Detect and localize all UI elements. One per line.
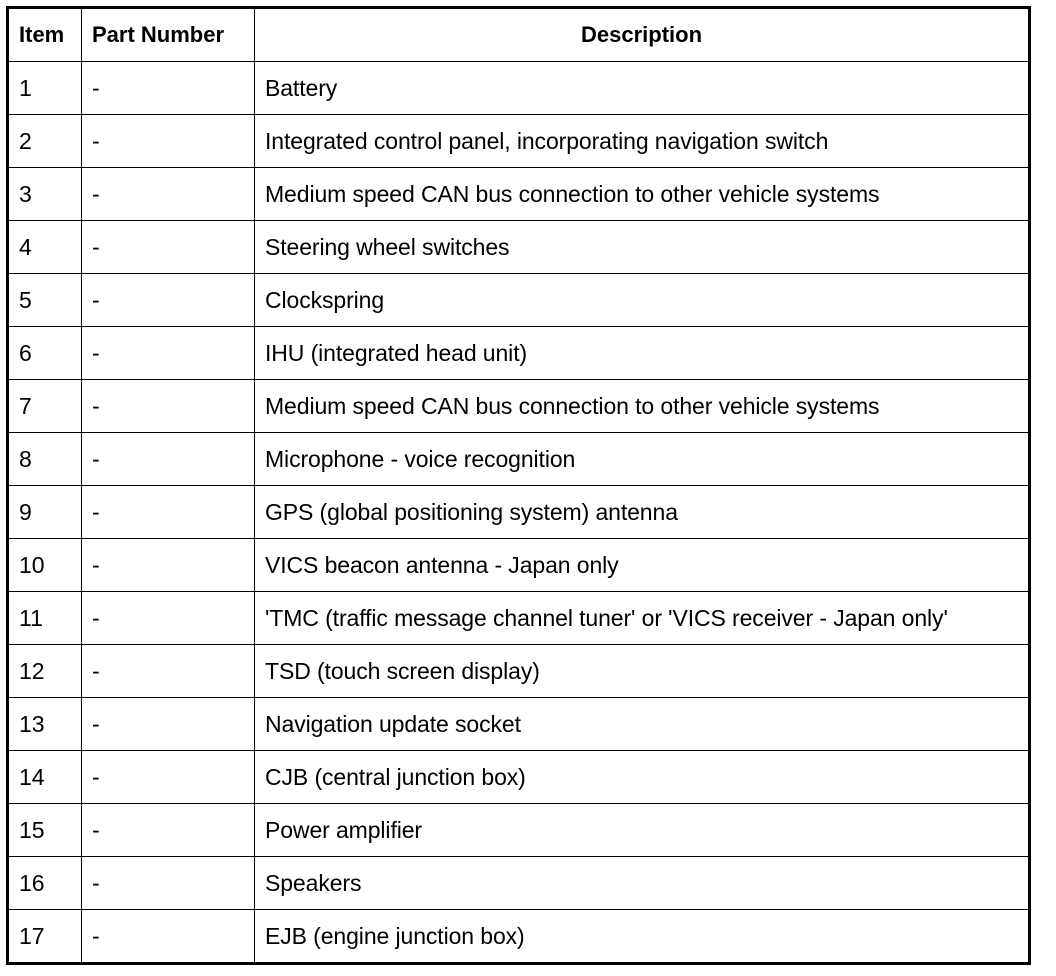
cell-part-number: -	[82, 698, 255, 751]
cell-part-number: -	[82, 751, 255, 804]
cell-part-number: -	[82, 221, 255, 274]
cell-part-number: -	[82, 62, 255, 115]
cell-description: 'TMC (traffic message channel tuner' or 'VICS receiver - Japan only'	[255, 592, 1030, 645]
header-part-number: Part Number	[82, 8, 255, 62]
cell-description: Navigation update socket	[255, 698, 1030, 751]
cell-item: 12	[8, 645, 82, 698]
cell-part-number: -	[82, 539, 255, 592]
table-header	[8, 8, 1030, 62]
table-row	[8, 115, 1030, 168]
cell-description: GPS (global positioning system) antenna	[255, 486, 1030, 539]
cell-item: 16	[8, 857, 82, 910]
cell-part-number: -	[82, 433, 255, 486]
cell-part-number: -	[82, 857, 255, 910]
cell-part-number: -	[82, 168, 255, 221]
table-row	[8, 645, 1030, 698]
cell-item: 14	[8, 751, 82, 804]
table-row	[8, 857, 1030, 910]
table-row	[8, 592, 1030, 645]
cell-description: Microphone - voice recognition	[255, 433, 1030, 486]
table-row	[8, 433, 1030, 486]
cell-item: 15	[8, 804, 82, 857]
table-row	[8, 168, 1030, 221]
table-row	[8, 751, 1030, 804]
cell-description: Power amplifier	[255, 804, 1030, 857]
cell-item: 3	[8, 168, 82, 221]
table-row	[8, 804, 1030, 857]
table-row	[8, 62, 1030, 115]
cell-item: 6	[8, 327, 82, 380]
cell-item: 17	[8, 910, 82, 964]
table-body	[8, 62, 1030, 964]
cell-description: CJB (central junction box)	[255, 751, 1030, 804]
table-row	[8, 698, 1030, 751]
cell-item: 7	[8, 380, 82, 433]
table-row	[8, 221, 1030, 274]
cell-description: VICS beacon antenna - Japan only	[255, 539, 1030, 592]
cell-item: 5	[8, 274, 82, 327]
cell-description: Speakers	[255, 857, 1030, 910]
cell-part-number: -	[82, 486, 255, 539]
cell-description: Clockspring	[255, 274, 1030, 327]
cell-part-number: -	[82, 327, 255, 380]
cell-item: 4	[8, 221, 82, 274]
cell-item: 13	[8, 698, 82, 751]
cell-item: 10	[8, 539, 82, 592]
parts-table	[6, 6, 1031, 965]
cell-part-number: -	[82, 380, 255, 433]
cell-part-number: -	[82, 645, 255, 698]
cell-description: Medium speed CAN bus connection to other vehicle systems	[255, 380, 1030, 433]
header-row	[8, 8, 1030, 62]
cell-part-number: -	[82, 592, 255, 645]
cell-part-number: -	[82, 274, 255, 327]
table-row	[8, 274, 1030, 327]
cell-description: TSD (touch screen display)	[255, 645, 1030, 698]
table-row	[8, 539, 1030, 592]
table-row	[8, 486, 1030, 539]
table-row	[8, 327, 1030, 380]
cell-item: 2	[8, 115, 82, 168]
cell-description: IHU (integrated head unit)	[255, 327, 1030, 380]
table-row	[8, 910, 1030, 964]
cell-part-number: -	[82, 115, 255, 168]
cell-item: 1	[8, 62, 82, 115]
cell-part-number: -	[82, 910, 255, 964]
header-item: Item	[8, 8, 82, 62]
cell-description: Steering wheel switches	[255, 221, 1030, 274]
cell-part-number: -	[82, 804, 255, 857]
table-row	[8, 380, 1030, 433]
cell-item: 8	[8, 433, 82, 486]
cell-description: Battery	[255, 62, 1030, 115]
cell-description: Medium speed CAN bus connection to other vehicle systems	[255, 168, 1030, 221]
cell-item: 9	[8, 486, 82, 539]
header-description: Description	[255, 8, 1030, 62]
cell-description: EJB (engine junction box)	[255, 910, 1030, 964]
cell-item: 11	[8, 592, 82, 645]
cell-description: Integrated control panel, incorporating navigation switch	[255, 115, 1030, 168]
